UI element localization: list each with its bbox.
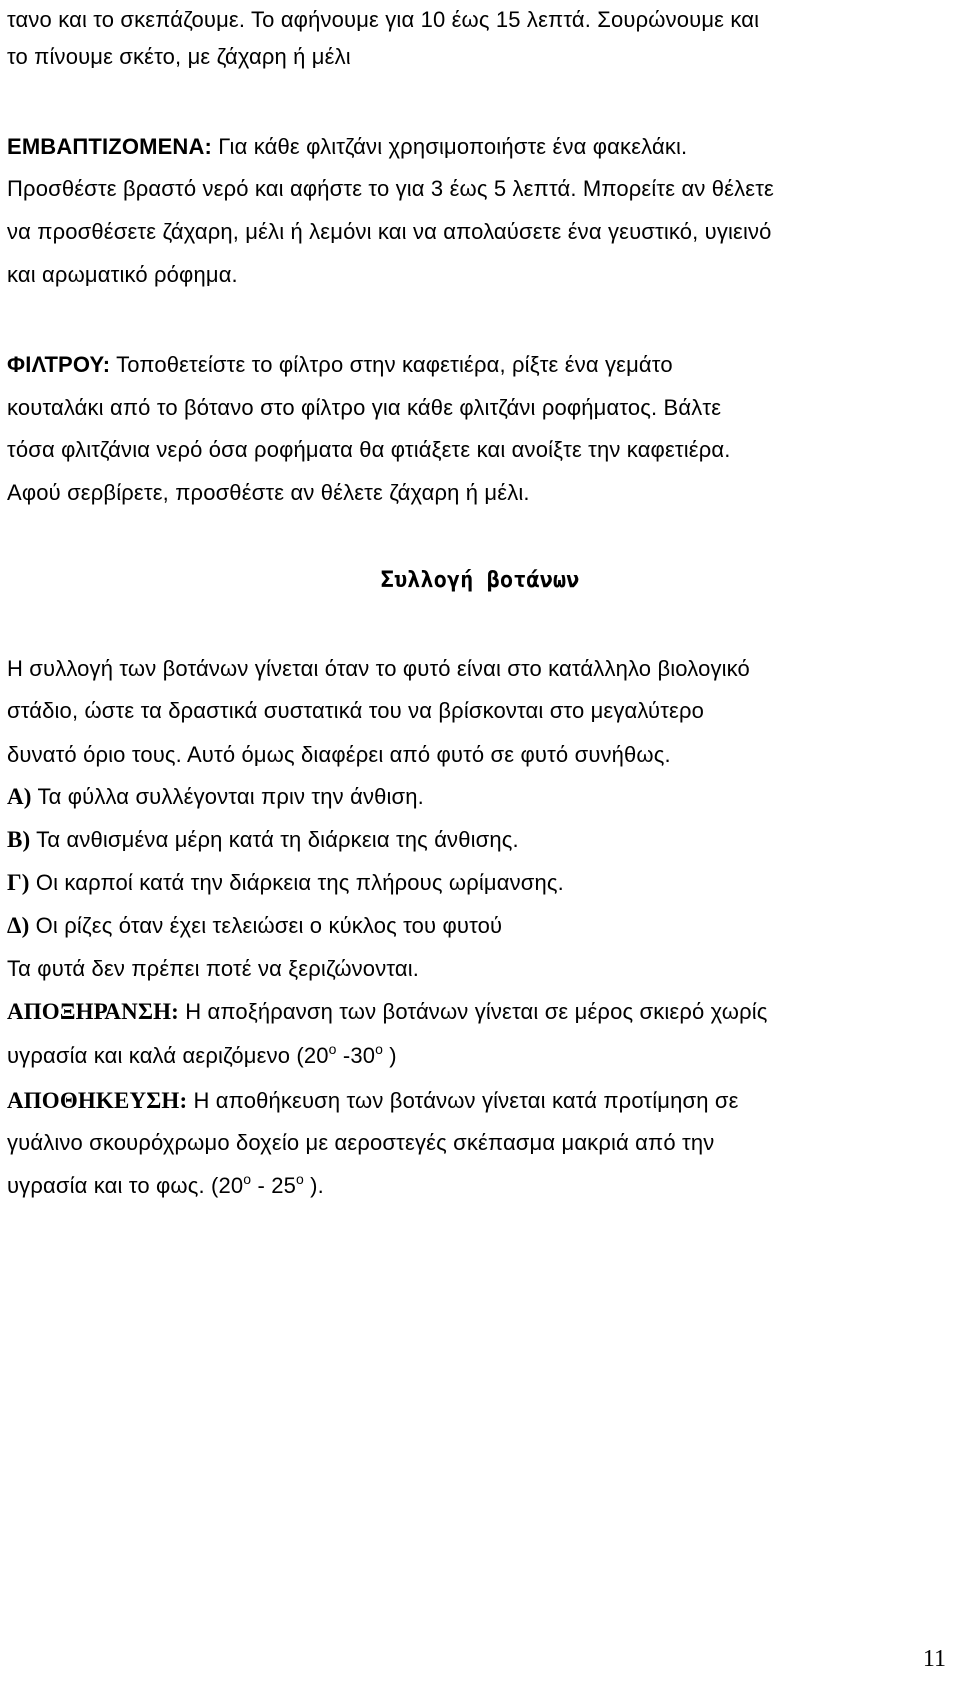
paragraph-line: Αφού σερβίρετε, προσθέστε αν θέλετε ζάχαρη ή μέλι. bbox=[7, 480, 530, 505]
paragraph-line: στάδιο, ώστε τα δραστικά συστατικά του να βρίσκονται στο μεγαλύτερο bbox=[7, 698, 705, 723]
embaptizomena-label: ΕΜΒΑΠΤΙΖΟΜΕΝΑ: bbox=[7, 134, 212, 159]
storage-line bbox=[7, 1088, 739, 1114]
embaptizomena-text: Για κάθε φλιτζάνι χρησιμοποιήστε ένα φακελάκι. bbox=[211, 134, 688, 159]
storage-text: Η αποθήκευση των βοτάνων γίνεται κατά προτίμηση σε bbox=[187, 1088, 739, 1113]
filtrou-line bbox=[7, 352, 673, 378]
degree-mark: ο bbox=[375, 1041, 384, 1057]
filtrou-text: Τοποθετείστε το φίλτρο στην καφετιέρα, ρίξτε ένα γεμάτο bbox=[110, 352, 673, 377]
drying-line bbox=[7, 999, 768, 1025]
drying-text: Η αποξήρανση των βοτάνων γίνεται σε μέρος σκιερό χωρίς bbox=[178, 999, 768, 1024]
storage-label: ΑΠΟΘΗΚΕΥΣΗ: bbox=[7, 1088, 188, 1113]
paragraph-line: να προσθέσετε ζάχαρη, μέλι ή λεμόνι και να απολαύσετε ένα γευστικό, υγιεινό bbox=[7, 219, 772, 244]
drying-text: -30 bbox=[336, 1043, 376, 1068]
storage-temperature-line bbox=[7, 1173, 324, 1199]
list-marker: Α) bbox=[7, 784, 32, 809]
list-marker: Γ) bbox=[7, 870, 30, 895]
list-item bbox=[7, 784, 424, 810]
paragraph-line: τανο και το σκεπάζουμε. Το αφήνουμε για 10 έως 15 λεπτά. Σουρώνουμε και bbox=[7, 7, 760, 32]
degree-mark: ο bbox=[243, 1171, 252, 1187]
list-item bbox=[7, 827, 519, 853]
storage-text: ). bbox=[303, 1173, 324, 1198]
list-item-text: Τα ανθισμένα μέρη κατά τη διάρκεια της άνθισης. bbox=[30, 827, 519, 852]
list-item-text: Οι καρποί κατά την διάρκεια της πλήρους ωρίμανσης. bbox=[29, 870, 564, 895]
paragraph-line: δυνατό όριο τους. Αυτό όμως διαφέρει από φυτό σε φυτό συνήθως. bbox=[7, 742, 671, 767]
list-item bbox=[7, 870, 564, 896]
paragraph-line: το πίνουμε σκέτο, με ζάχαρη ή μέλι bbox=[7, 44, 351, 69]
list-marker: Β) bbox=[7, 827, 31, 852]
storage-text: - 25 bbox=[251, 1173, 296, 1198]
drying-label: ΑΠΟΞΗΡΑΝΣΗ: bbox=[7, 999, 179, 1024]
paragraph-line: κουταλάκι από το βότανο στο φίλτρο για κάθε φλιτζάνι ροφήματος. Βάλτε bbox=[7, 395, 722, 420]
paragraph-line: Η συλλογή των βοτάνων γίνεται όταν το φυτό είναι στο κατάλληλο βιολογικό bbox=[7, 656, 750, 681]
paragraph-line: Προσθέστε βραστό νερό και αφήστε το για 3 έως 5 λεπτά. Μπορείτε αν θέλετε bbox=[7, 176, 775, 201]
warning-line: Τα φυτά δεν πρέπει ποτέ να ξεριζώνονται. bbox=[7, 956, 420, 981]
drying-temperature-line bbox=[7, 1043, 397, 1069]
degree-mark: ο bbox=[295, 1171, 304, 1187]
degree-mark: ο bbox=[328, 1041, 337, 1057]
drying-text: ) bbox=[383, 1043, 397, 1068]
paragraph-line: τόσα φλιτζάνια νερό όσα ροφήματα θα φτιάξετε και ανοίξτε την καφετιέρα. bbox=[7, 437, 731, 462]
filtrou-label: ΦΙΛΤΡΟΥ: bbox=[7, 352, 111, 377]
list-item-text: Τα φύλλα συλλέγονται πριν την άνθιση. bbox=[31, 784, 424, 809]
storage-text: υγρασία και το φως. (20 bbox=[7, 1173, 244, 1198]
drying-text: υγρασία και καλά αεριζόμενο (20 bbox=[7, 1043, 329, 1068]
embaptizomena-line bbox=[7, 134, 687, 160]
paragraph-line: και αρωματικό ρόφημα. bbox=[7, 262, 238, 287]
paragraph-line: γυάλινο σκουρόχρωμο δοχείο με αεροστεγές σκέπασμα μακριά από την bbox=[7, 1130, 715, 1155]
section-heading: Συλλογή βοτάνων bbox=[380, 568, 580, 593]
list-item-text: Οι ρίζες όταν έχει τελειώσει ο κύκλος του φυτού bbox=[29, 913, 503, 938]
list-marker: Δ) bbox=[7, 913, 30, 938]
list-item bbox=[7, 913, 502, 939]
page-number: 11 bbox=[922, 1646, 946, 1672]
